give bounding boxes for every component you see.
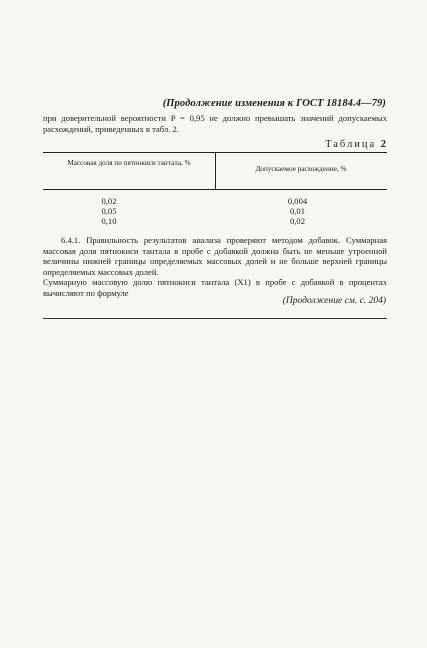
paragraph-formula-intro: Суммарную массовую долю пятнокиси тантала (X1) в пробе с добавкой в процентах вычисляют по формуле <box>43 277 387 298</box>
table-col2-values <box>215 196 380 226</box>
table-cell: 0,02 <box>289 216 306 226</box>
table-title-number: 2 <box>380 139 386 150</box>
bottom-rule <box>43 318 387 319</box>
table-cell: 0,05 <box>101 206 117 216</box>
continuation-note: (Продолжение см. с. 204) <box>282 296 386 306</box>
table-cell: 0,004 <box>287 196 308 206</box>
page-header: (Продолжение изменения к ГОСТ 18184.4—79) <box>162 98 386 109</box>
table-cell: 0,02 <box>101 196 117 206</box>
table-title-word: Таблица <box>325 139 377 150</box>
table-header-rule <box>43 189 387 190</box>
table-cell: 0,01 <box>289 206 306 216</box>
table-title <box>325 139 386 150</box>
paragraph-6-4-1 <box>43 235 387 299</box>
table-cell: 0,10 <box>101 216 117 226</box>
paragraph-confidence: при доверительной вероятности P = 0,95 не должно превышать значений допускаемых расхождений, приведенных в табл. 2. <box>43 113 387 134</box>
table-col2-header: Допускаемое расхождение, % <box>255 165 347 173</box>
table-col1-values <box>43 196 175 226</box>
paragraph-6-4-1-text: 6.4.1. Правильность результатов анализа проверяют методом добавок. Суммарная массовая доля пятнокиси тантала в пробе с добавкой должна быть не меньше утроенной величины нижней границы определяемых массовых долей и не больше верхней границы определяемых массовых долей. <box>43 235 387 277</box>
table-col1-header: Массовая доля по пятнокиси тантала, % <box>67 159 191 167</box>
